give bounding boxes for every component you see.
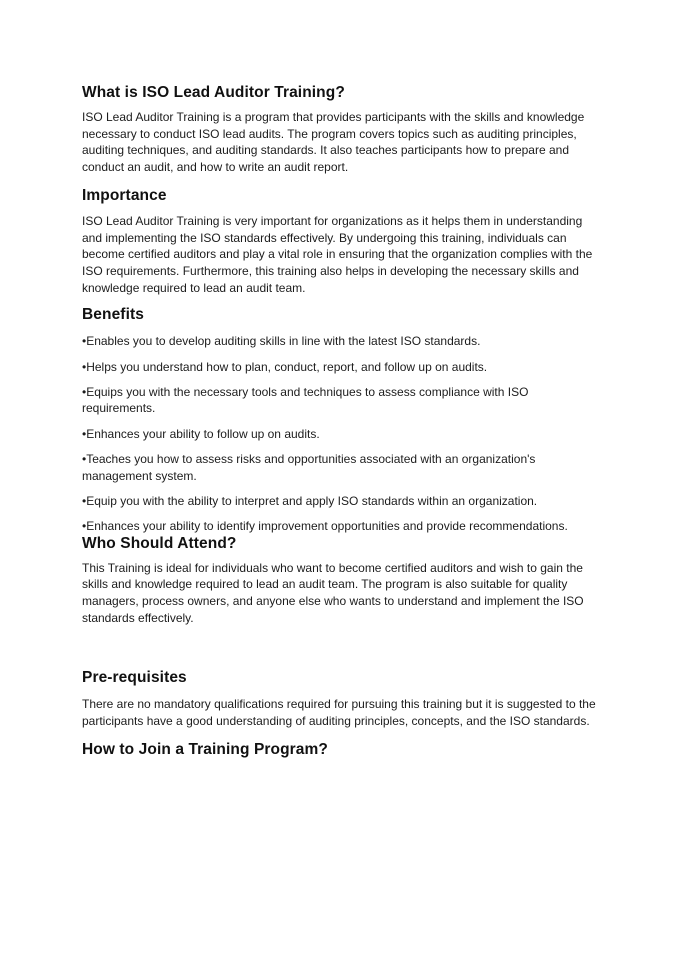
list-item: •Enables you to develop auditing skills in line with the latest ISO standards. — [82, 334, 481, 349]
paragraph-who-should-attend: This Training is ideal for individuals who want to become certified auditors and wish to gain the skills and knowledge required to lead an audit team. The program is also suitable for quality managers, process owners, and anyone else who wants to understand and implement the ISO standards effectively. — [82, 560, 584, 625]
paragraph-what-is: ISO Lead Auditor Training is a program that provides participants with the skills and knowledge necessary to conduct ISO lead audits. The program covers topics such as auditing principles, auditing techniques, and auditing standards. It also teaches participants how to prepare and conduct an audit, and how to write an audit report. — [82, 110, 585, 175]
list-item: •Teaches you how to assess risks and opportunities associated with an organization's management system. — [82, 451, 536, 483]
heading-benefits: Benefits — [82, 306, 144, 324]
paragraph-prerequisites: There are no mandatory qualifications required for pursuing this training but it is suggested to the participants have a good understanding of auditing principles, concepts, and the ISO standards. — [82, 697, 596, 729]
list-item: •Equip you with the ability to interpret and apply ISO standards within an organization. — [82, 493, 538, 508]
list-item: •Enhances your ability to identify improvement opportunities and provide recommendations. — [82, 518, 568, 533]
heading-what-is: What is ISO Lead Auditor Training? — [82, 84, 345, 101]
heading-importance: Importance — [82, 186, 167, 204]
list-item: •Enhances your ability to follow up on audits. — [82, 426, 320, 441]
heading-who-should-attend: Who Should Attend? — [82, 534, 237, 552]
paragraph-importance: ISO Lead Auditor Training is very important for organizations as it helps them in understanding and implementing the ISO standards effectively. By undergoing this training, individuals can become certified auditors and play a vital role in ensuring that the organization complies with the ISO requirements. Furthermore, this training also helps in developing the necessary skills and knowledge required to lead an audit team. — [82, 213, 593, 295]
list-item: •Equips you with the necessary tools and techniques to assess compliance with ISO requirements. — [82, 384, 529, 416]
heading-how-to-join: How to Join a Training Program? — [82, 740, 328, 758]
benefits-list — [82, 333, 602, 534]
list-item: •Helps you understand how to plan, conduct, report, and follow up on audits. — [82, 359, 488, 374]
heading-prerequisites: Pre-requisites — [82, 669, 187, 687]
document-page — [82, 84, 602, 759]
